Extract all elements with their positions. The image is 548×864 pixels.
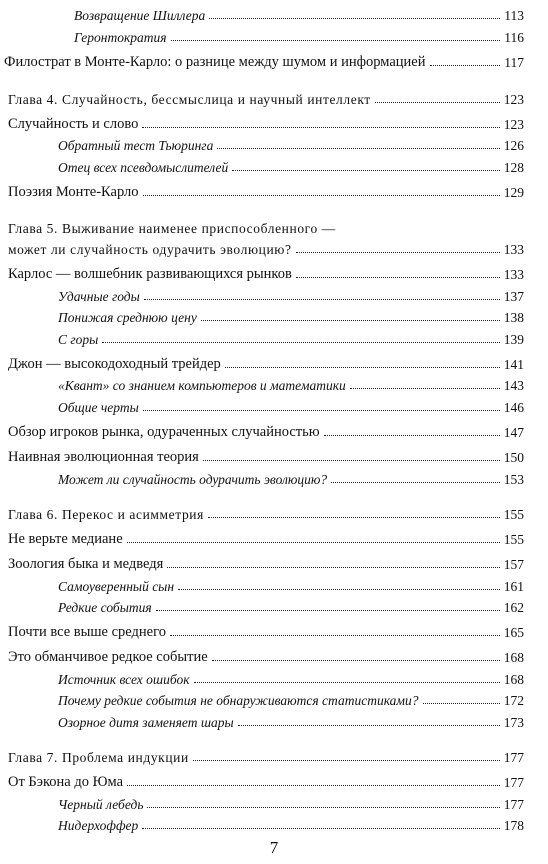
toc-entry-title: Удачные годы: [58, 288, 140, 304]
toc-entry-page: 116: [504, 29, 524, 45]
dot-leader: [143, 410, 500, 411]
toc-entry-title: «Квант» со знанием компьютеров и математики: [58, 377, 346, 393]
dot-leader: [212, 660, 500, 661]
toc-entry-title: Геронтократия: [74, 29, 167, 45]
toc-subsection-entry: [0, 470, 524, 486]
toc-entry-page: 129: [503, 184, 524, 200]
dot-leader: [171, 40, 501, 41]
dot-leader: [296, 277, 500, 278]
toc-chapter-entry: [0, 240, 524, 256]
toc-entry-page: 113: [504, 7, 524, 23]
toc-section-entry: [0, 265, 524, 281]
dot-leader: [102, 342, 499, 343]
dot-leader: [331, 482, 500, 483]
toc-section-entry: [0, 53, 524, 69]
toc-subsection-entry: [0, 577, 524, 593]
toc-subsection-entry: [0, 6, 524, 22]
toc-entry-title: От Бэкона до Юма: [8, 773, 124, 790]
toc-entry-title: Поэзия Монте-Карло: [8, 183, 139, 200]
toc-entry-title: Понижая среднюю цену: [58, 309, 197, 325]
dot-leader: [127, 785, 500, 786]
toc-entry-title: Почти все выше среднего: [8, 623, 166, 640]
toc-entry-title: Может ли случайность одурачить эволюцию?: [58, 471, 328, 487]
toc-entry-page: 177: [503, 774, 524, 790]
toc-entry-title: Случайность и слово: [8, 115, 139, 132]
dot-leader: [143, 195, 500, 196]
toc-subsection-entry: [0, 598, 524, 614]
toc-subsection-entry: [0, 398, 524, 414]
toc-entry-page: 123: [503, 91, 524, 107]
toc-entry-title: Озорное дитя заменяет шары: [58, 714, 234, 730]
toc-entry-title: может ли случайность одурачить эволюцию?: [8, 241, 292, 257]
dot-leader: [217, 148, 499, 149]
page-number: 7: [269, 838, 279, 857]
toc-entry-page: 177: [503, 749, 524, 765]
toc-section-entry: [0, 555, 524, 571]
toc-entry-page: 138: [503, 309, 524, 325]
dot-leader: [156, 610, 500, 611]
toc-entry-page: 146: [503, 399, 524, 415]
toc-entry-page: 162: [503, 599, 524, 615]
toc-entry-title: Наивная эволюционная теория: [8, 448, 199, 465]
dot-leader: [209, 18, 500, 19]
toc-entry-page: 178: [503, 817, 524, 833]
toc-subsection-entry: [0, 158, 524, 174]
toc-entry-title: Джон — высокодоходный трейдер: [8, 355, 221, 372]
toc-entry-page: 139: [503, 331, 524, 347]
toc-entry-title: С горы: [58, 331, 99, 347]
toc-entry-title: Общие черты: [58, 399, 139, 415]
toc-entry-page: 172: [503, 692, 524, 708]
toc-entry-page: 173: [503, 714, 524, 730]
toc-entry-page: 157: [503, 556, 524, 572]
toc-subsection-entry: [0, 376, 524, 392]
toc-entry-page: 165: [503, 624, 524, 640]
toc-entry-page: 117: [504, 54, 524, 70]
dot-leader: [193, 760, 500, 761]
dot-leader: [296, 252, 500, 253]
dot-leader: [208, 517, 500, 518]
toc-entry-page: 143: [503, 377, 524, 393]
toc-section-entry: [0, 773, 524, 789]
toc-entry-title: Карлос — волшебник развивающихся рынков: [8, 265, 292, 282]
toc-entry-page: 168: [503, 649, 524, 665]
toc-subsection-entry: [0, 795, 524, 811]
toc-section-entry: [0, 448, 524, 464]
dot-leader: [147, 807, 499, 808]
toc-entry-title: Глава 5. Выживание наименее приспособленного —: [8, 220, 336, 236]
toc-entry-title: Возвращение Шиллера: [74, 7, 206, 23]
dot-leader: [167, 567, 499, 568]
toc-section-entry: [0, 423, 524, 439]
toc-entry-title: Филострат в Монте-Карло: о разнице между шумом и информацией: [4, 53, 426, 70]
toc-subsection-entry: [0, 287, 524, 303]
dot-leader: [127, 542, 500, 543]
toc-entry-title: Обзор игроков рынка, одураченных случайностью: [8, 423, 320, 440]
toc-chapter-entry: [0, 748, 524, 764]
toc-entry-title: Обратный тест Тьюринга: [58, 137, 214, 153]
toc-section-entry: [0, 530, 524, 546]
toc-subsection-entry: [0, 691, 524, 707]
toc-subsection-entry: [0, 330, 524, 346]
toc-entry-page: 133: [503, 241, 524, 257]
toc-subsection-entry: [0, 713, 524, 729]
toc-entry-page: 133: [503, 266, 524, 282]
toc-subsection-entry: [0, 28, 524, 44]
toc-chapter-entry: [0, 90, 524, 106]
toc-subsection-entry: [0, 136, 524, 152]
toc-entry-title: Редкие события: [58, 599, 152, 615]
toc-entry-page: 177: [503, 796, 524, 812]
toc-section-entry: [0, 115, 524, 131]
dot-leader: [324, 435, 500, 436]
toc-entry-page: 150: [503, 449, 524, 465]
toc-chapter-entry: [0, 505, 524, 521]
dot-leader: [142, 127, 499, 128]
toc-section-entry: [0, 183, 524, 199]
toc-entry-title: Зоология быка и медведя: [8, 555, 164, 572]
toc-entry-page: 161: [503, 578, 524, 594]
toc-entry-page: 141: [503, 356, 524, 372]
toc-entry-page: 153: [503, 471, 524, 487]
dot-leader: [375, 102, 500, 103]
dot-leader: [350, 388, 500, 389]
toc-entry-page: 147: [503, 424, 524, 440]
dot-leader: [423, 703, 500, 704]
toc-subsection-entry: [0, 816, 524, 832]
toc-entry-title: Это обманчивое редкое событие: [8, 648, 208, 665]
dot-leader: [203, 460, 500, 461]
toc-section-entry: [0, 648, 524, 664]
toc-entry-page: 126: [503, 137, 524, 153]
toc-entry-title: Глава 4. Случайность, бессмыслица и научный интеллект: [8, 91, 371, 107]
toc-entry-title: Почему редкие события не обнаруживаются статистиками?: [58, 692, 419, 708]
dot-leader: [225, 367, 500, 368]
dot-leader: [430, 65, 501, 66]
toc-entry-title: Самоуверенный сын: [58, 578, 175, 594]
toc-entry-page: 168: [503, 671, 524, 687]
dot-leader: [194, 682, 500, 683]
toc-entry-page: 123: [503, 116, 524, 132]
toc-entry-title: Отец всех псевдомыслителей: [58, 159, 229, 175]
toc-subsection-entry: [0, 670, 524, 686]
toc-entry-page: 155: [503, 531, 524, 547]
dot-leader: [142, 828, 499, 829]
toc-section-entry: [0, 355, 524, 371]
toc-chapter-entry: [0, 219, 524, 235]
dot-leader: [238, 725, 500, 726]
toc-entry-page: 137: [503, 288, 524, 304]
dot-leader: [170, 635, 500, 636]
dot-leader: [144, 299, 500, 300]
toc-entry-page: 128: [503, 159, 524, 175]
toc-subsection-entry: [0, 308, 524, 324]
toc-entry-title: Не верьте медиане: [8, 530, 123, 547]
dot-leader: [178, 589, 500, 590]
toc-entry-title: Источник всех ошибок: [58, 671, 190, 687]
toc-entry-title: Глава 6. Перекос и асимметрия: [8, 506, 204, 522]
dot-leader: [232, 170, 499, 171]
toc-entry-title: Глава 7. Проблема индукции: [8, 749, 189, 765]
toc-section-entry: [0, 623, 524, 639]
toc-entry-title: Черный лебедь: [58, 796, 144, 812]
dot-leader: [201, 320, 500, 321]
toc-entry-page: 155: [503, 506, 524, 522]
toc-entry-title: Нидерхоффер: [58, 817, 139, 833]
